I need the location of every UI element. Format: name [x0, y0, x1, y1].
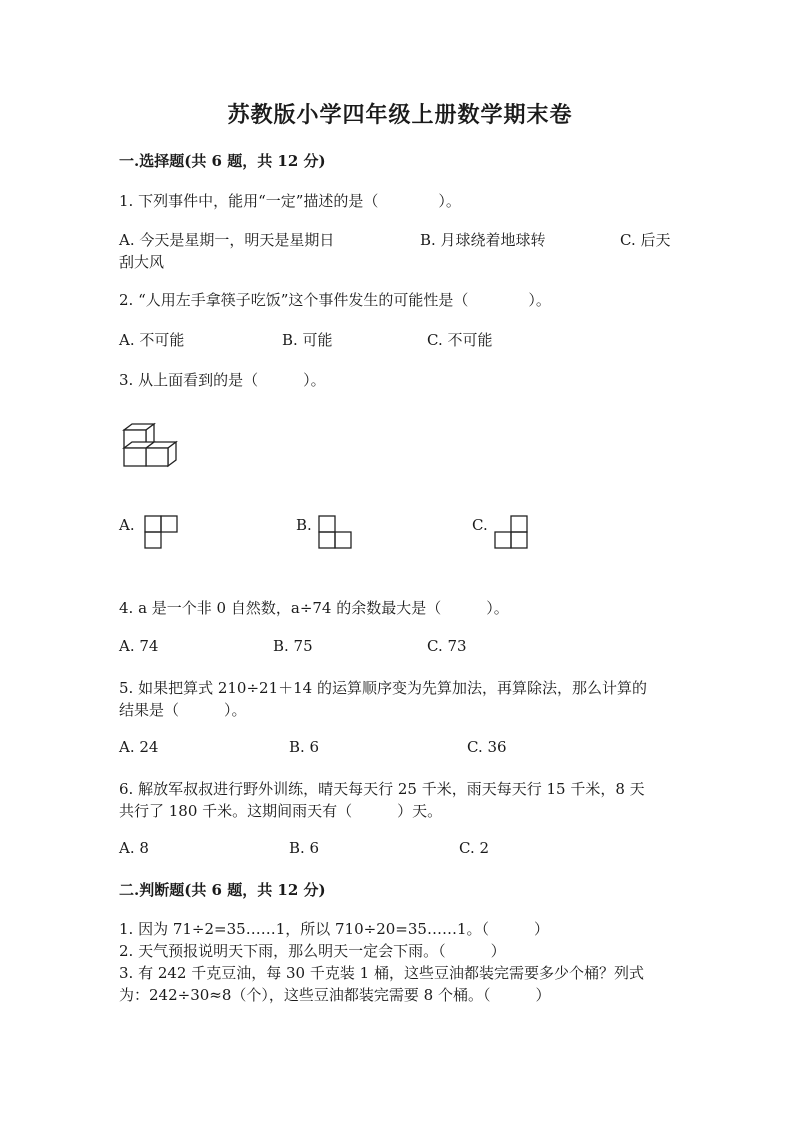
question-3-option-b: B.: [296, 516, 312, 534]
question-6-stem: 6. 解放军叔叔进行野外训练，晴天每天行 25 千米，雨天每天行 15 千米，8 天: [119, 780, 645, 798]
question-1-option-c-wrap: 刮大风: [119, 253, 165, 271]
page-title: 苏教版小学四年级上册数学期末卷: [227, 102, 573, 128]
question-2-stem: 2. “人用左手拿筷子吃饭”这个事件发生的可能性是（ ）。: [119, 291, 551, 309]
question-4-stem: 4. a 是一个非 0 自然数，a÷74 的余数最大是（ ）。: [119, 599, 509, 617]
question-5-stem-wrap: 结果是（ ）。: [119, 701, 247, 719]
question-2-option-b: B. 可能: [282, 331, 333, 349]
cube-stack-figure: [118, 420, 182, 468]
question-5-option-a: A. 24: [119, 738, 159, 756]
question-3-option-a: A.: [119, 516, 135, 534]
question-2-option-a: A. 不可能: [119, 331, 185, 349]
question-6-option-c: C. 2: [459, 839, 490, 857]
question-4-option-a: A. 74: [119, 637, 159, 655]
question-1-stem: 1. 下列事件中，能用“一定”描述的是（ ）。: [119, 192, 461, 210]
judgment-item-3: 3. 有 242 千克豆油，每 30 千克装 1 桶，这些豆油都装完需要多少个桶？列式: [119, 964, 644, 982]
option-a-view-figure: [144, 515, 178, 549]
question-6-option-b: B. 6: [289, 839, 320, 857]
question-6-option-a: A. 8: [119, 839, 149, 857]
judgment-item-1: 1. 因为 71÷2=35……1，所以 710÷20=35……1。（ ）: [119, 920, 549, 938]
option-c-view-figure: [494, 515, 528, 549]
question-5-stem: 5. 如果把算式 210÷21＋14 的运算顺序变为先算加法，再算除法，那么计算的: [119, 679, 647, 697]
question-1-option-c: C. 后天: [620, 231, 671, 249]
option-b-view-figure: [318, 515, 352, 549]
question-3-option-c: C.: [472, 516, 488, 534]
question-1-option-b: B. 月球绕着地球转: [420, 231, 546, 249]
judgment-item-3-wrap: 为：242÷30≈8（个），这些豆油都装完需要 8 个桶。（ ）: [119, 986, 551, 1004]
question-5-option-b: B. 6: [289, 738, 320, 756]
section-heading-judgment: 二.判断题(共 6 题，共 12 分): [119, 881, 326, 899]
judgment-item-2: 2. 天气预报说明天下雨，那么明天一定会下雨。（ ）: [119, 942, 506, 960]
question-2-option-c: C. 不可能: [427, 331, 493, 349]
question-3-stem: 3. 从上面看到的是（ ）。: [119, 371, 326, 389]
question-4-option-b: B. 75: [273, 637, 313, 655]
question-5-option-c: C. 36: [467, 738, 507, 756]
question-1-option-a: A. 今天是星期一，明天是星期日: [119, 231, 335, 249]
section-heading-choice: 一.选择题(共 6 题，共 12 分): [119, 152, 326, 170]
question-6-stem-wrap: 共行了 180 千米。这期间雨天有（ ）天。: [119, 802, 443, 820]
question-4-option-c: C. 73: [427, 637, 467, 655]
